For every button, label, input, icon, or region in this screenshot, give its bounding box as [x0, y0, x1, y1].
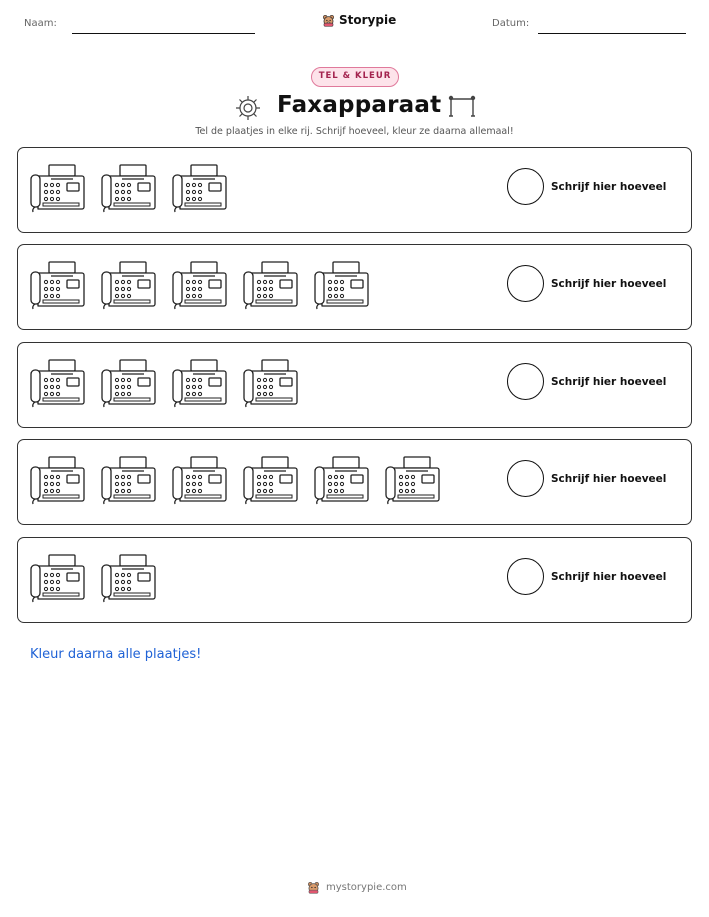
fax-machine-icon	[29, 455, 85, 505]
page-title: Faxapparaat	[277, 92, 442, 118]
name-field[interactable]	[72, 33, 255, 34]
fax-machine-icon	[242, 455, 298, 505]
counting-row	[17, 147, 692, 233]
fax-machine-icon	[242, 358, 298, 408]
answer-circle[interactable]	[507, 460, 544, 497]
fax-machine-icon	[171, 358, 227, 408]
footer-brand	[307, 881, 407, 894]
fax-machine-icon	[29, 358, 85, 408]
bear-logo-icon	[307, 881, 320, 894]
answer-label: Schrijf hier hoeveel	[551, 571, 667, 583]
answer-label: Schrijf hier hoeveel	[551, 278, 667, 290]
counting-row	[17, 342, 692, 428]
footer-brand-text: mystorypie.com	[326, 882, 407, 893]
fax-machine-icon	[242, 260, 298, 310]
activity-tag: TEL & KLEUR	[311, 67, 399, 87]
instructions: Tel de plaatjes in elke rij. Schrijf hoeveel, kleur ze daarna allemaal!	[195, 126, 514, 137]
counting-row	[17, 244, 692, 330]
fax-machine-icon	[313, 455, 369, 505]
fax-machine-icon	[100, 358, 156, 408]
date-label: Datum:	[492, 18, 530, 29]
brand-logo	[322, 13, 396, 27]
fax-machine-icon	[29, 260, 85, 310]
counting-row	[17, 439, 692, 525]
name-label: Naam:	[24, 18, 57, 29]
fax-machine-icon	[100, 260, 156, 310]
answer-label: Schrijf hier hoeveel	[551, 473, 667, 485]
fax-machine-icon	[29, 553, 85, 603]
fax-machine-icon	[171, 260, 227, 310]
bear-logo-icon	[322, 14, 335, 27]
answer-circle[interactable]	[507, 168, 544, 205]
counting-row	[17, 537, 692, 623]
fax-machine-icon	[313, 260, 369, 310]
fax-machine-icon	[384, 455, 440, 505]
answer-circle[interactable]	[507, 265, 544, 302]
gear-icon	[234, 94, 262, 122]
answer-circle[interactable]	[507, 363, 544, 400]
brand-name: Storypie	[339, 13, 397, 27]
answer-circle[interactable]	[507, 558, 544, 595]
fax-machine-icon	[171, 455, 227, 505]
date-field[interactable]	[538, 33, 686, 34]
answer-label: Schrijf hier hoeveel	[551, 376, 667, 388]
fax-machine-icon	[100, 455, 156, 505]
fax-machine-icon	[171, 163, 227, 213]
fax-machine-icon	[100, 553, 156, 603]
fax-machine-icon	[100, 163, 156, 213]
hurdle-icon	[448, 95, 476, 117]
answer-label: Schrijf hier hoeveel	[551, 181, 667, 193]
footer-note: Kleur daarna alle plaatjes!	[30, 647, 202, 662]
fax-machine-icon	[29, 163, 85, 213]
